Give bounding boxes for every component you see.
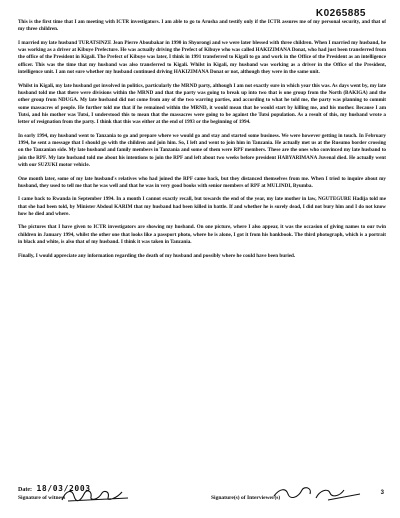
date-value: 18/03/2003 bbox=[36, 484, 91, 493]
signature-block bbox=[18, 484, 386, 514]
paragraph: One month later, some of my late husband's relatives who had joined the RPF came back, but they distanced themselves from me. When I tried to inquire about my husband, they used to tell me that he was well and that he was in very good books with senior members of RPF at MULINDI, Byumba. bbox=[18, 175, 386, 189]
paragraph: I married my late husband TURATSINZE Jean Pierre Aboubakar in 1990 in Shyorongi and we were later blessed with three children. When I married my husband, he was working as a driver at Kibuye Prefecture. He was actually driving the Prefect of Kibuye who was called HAKIZIMANA Donat, who had just been transferred from the office of the President in Kigali. The Prefect of Kibuye was later, I think in 1991 transferred to Kigali to go and work in the Office of the President as an intelligence officer. This was the time that my husband was also transferred to Kigali. Whilst in Kigali, my husband was working as a driver in the Office of the President, intelligence unit. I am not sure whether my husband continued driving HAKIZIMANA Donat or not, although they were in the same unit. bbox=[18, 39, 386, 76]
date-label: Date: bbox=[18, 487, 32, 493]
paragraph: Finally, I would appreciate any information regarding the death of my husband and possibly where he could have been buried. bbox=[18, 252, 296, 259]
paragraph: Whilst in Kigali, my late husband got involved in politics, particularly the MRND party, although I am not exactly sure in which year this was. As days went by, my late husband told me that there were divisions within the MRND and that the party was going to break up into two that is one group from the North (BAKIGA) and the other group from NDUGA. My late husband did not come from any of the two warring parties, and according to what he told me, the party was planning to commit some massacres of people. He further told me that if he remained within the MRND, it would mean that he would start by killing me, and his mother. Because I am Tutsi, and his mother was Tutsi, I understood this to mean that the massacres were going to be against the Tutsi population. As a result of this, my husband wrote a letter of resignation from the party. I think that this was either at the end of 1993 or the beginning of 1994. bbox=[18, 82, 386, 126]
paragraph: This is the first time that I am meeting with ICTR investigators. I am able to go to Arusha and testify only if the ICTR assures me of my personal security, and that of my three children. bbox=[18, 19, 386, 33]
paragraph: The pictures that I have given to ICTR investigators are showing my husband. On one picture, where I also appear, it was the occasion of giving names to our twin children in January 1994, whilst the other one that looks like a passport photo, where he is alone, I got it from his bankbook. The third photograph, which is a portrait in black and white, is also that of my husband. I think it was taken in Tanzania. bbox=[18, 224, 386, 246]
witness-signature-label: Signature of witness bbox=[18, 495, 66, 501]
statement-body bbox=[18, 19, 386, 266]
interviewer-signature-label: Signature(s) of Interviewer(s) bbox=[211, 495, 281, 501]
page-number: 3 bbox=[380, 490, 384, 496]
document-id: K0265885 bbox=[315, 8, 366, 19]
interviewer-signature bbox=[268, 484, 368, 504]
witness-signature bbox=[58, 486, 138, 504]
paragraph: I came back to Rwanda in September 1994. In a month I cannot exactly recall, but towards the end of the year, my late mother in law, NGUTEGURE Hadija told me that she had been told, by Minister Abdoul KARIM that my husband had been killed in battle. If and whether he is surely dead, I did not bury him and I do not know how he died and where. bbox=[18, 196, 386, 218]
paragraph: In early 1994, my husband went to Tanzania to go and prepare where we would go and stay and started some business. We were however getting in touch. In February 1994, he sent a message that I should go with the children and join him. So, I left and went to join him in Tanzania. He actually met us at the Rusumo border crossing on the Tanzanian side. My late husband and family members in Tanzania and some of them were RPF members. These are the ones who convinced my late husband to join the RPF. My late husband told me about his intentions to join the RPF and left about two weeks before president HABYARIMANA Juvenal died. He actually went with our SUZUKI motor vehicle. bbox=[18, 132, 386, 169]
